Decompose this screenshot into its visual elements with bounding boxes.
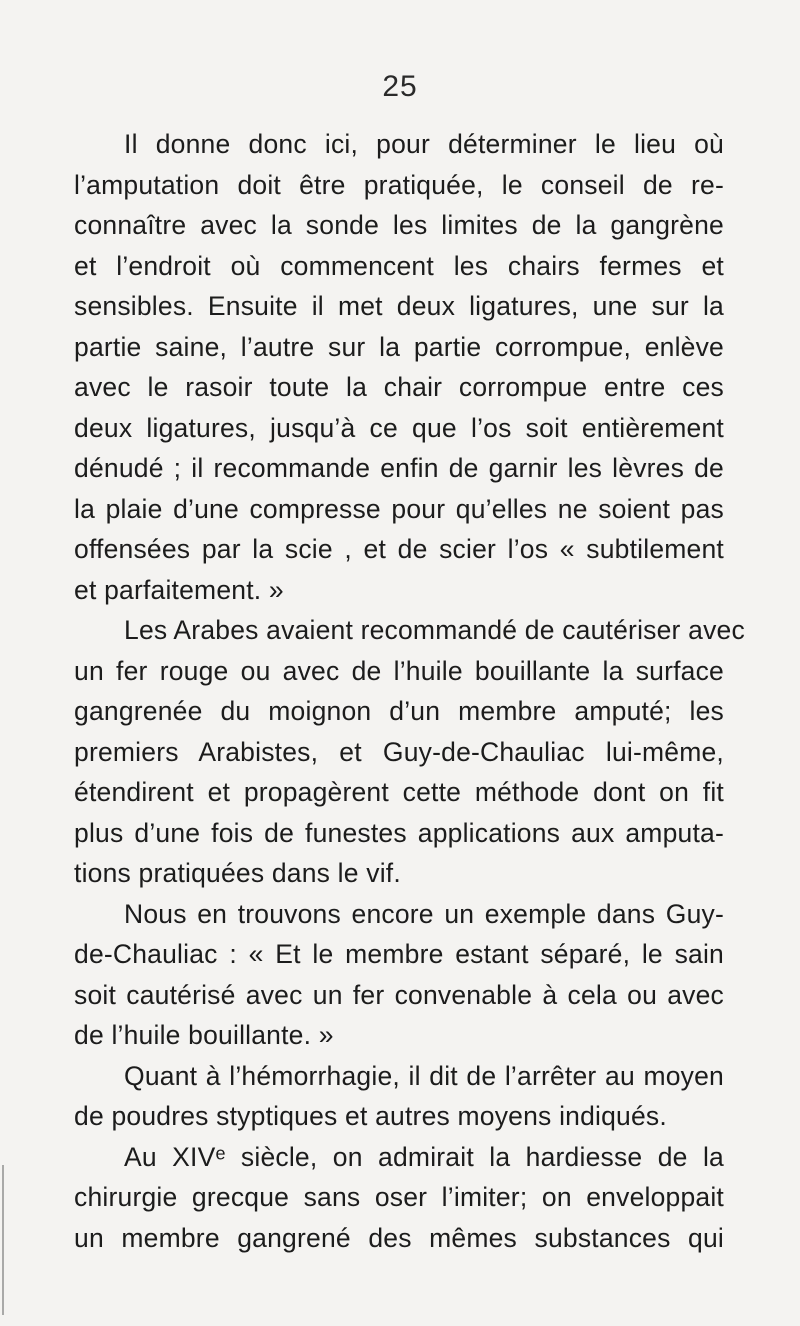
text-line: et l’endroit où commencent les chairs fermes et bbox=[74, 250, 724, 281]
text-line: tions pratiquées dans le vif. bbox=[74, 858, 401, 888]
text-line: de l’huile bouillante. » bbox=[74, 1020, 334, 1050]
text-line: de-Chauliac : « Et le membre estant séparé, le sain bbox=[74, 939, 724, 969]
text-line: Nous en trouvons encore un exemple dans Guy- bbox=[124, 898, 724, 929]
text-line: Il donne donc ici, pour déterminer le lieu où bbox=[124, 129, 724, 159]
text-line: l’amputation doit être pratiquée, le conseil de re- bbox=[74, 169, 724, 200]
text-line: offensées par la scie , et de scier l’os « subtilement bbox=[74, 534, 724, 564]
text-line: Les Arabes avaient recommandé de cautériser avec bbox=[124, 615, 745, 645]
page-body bbox=[74, 124, 745, 1258]
text-line: un membre gangrené des mêmes substances qui bbox=[74, 1222, 724, 1253]
text-line: deux ligatures, jusqu’à ce que l’os soit entièrement bbox=[74, 412, 724, 443]
text-line: la plaie d’une compresse pour qu’elles ne soient pas bbox=[74, 493, 724, 524]
text-line: un fer rouge ou avec de l’huile bouillante la surface bbox=[74, 655, 724, 686]
text-line: premiers Arabistes, et Guy-de-Chauliac lui-même, bbox=[74, 736, 724, 767]
text-line: et parfaitement. » bbox=[74, 574, 284, 605]
text-line: étendirent et propagèrent cette méthode dont on fit bbox=[74, 777, 724, 807]
text-line: partie saine, l’autre sur la partie corrompue, enlève bbox=[74, 331, 724, 362]
text-line: connaître avec la sonde les limites de la gangrène bbox=[74, 210, 724, 240]
text-line: de poudres styptiques et autres moyens indiqués. bbox=[74, 1101, 667, 1131]
text-line: plus d’une fois de funestes applications aux amputa- bbox=[74, 817, 724, 848]
text-line: chirurgie grecque sans oser l’imiter; on enveloppait bbox=[74, 1182, 724, 1212]
text-line: dénudé ; il recommande enfin de garnir les lèvres de bbox=[74, 453, 724, 483]
text-line: avec le rasoir toute la chair corrompue entre ces bbox=[74, 372, 724, 402]
text-line: gangrenée du moignon d’un membre amputé; les bbox=[74, 696, 724, 726]
page-number: 25 bbox=[382, 70, 418, 103]
margin-rule bbox=[2, 1165, 4, 1315]
text-line: soit cautérisé avec un fer convenable à cela ou avec bbox=[74, 979, 724, 1010]
text-line: sensibles. Ensuite il met deux ligatures, une sur la bbox=[74, 291, 724, 321]
text-line: Au XIVᵉ siècle, on admirait la hardiesse de la bbox=[124, 1141, 724, 1172]
text-line: Quant à l’hémorrhagie, il dit de l’arrêter au moyen bbox=[124, 1060, 724, 1091]
